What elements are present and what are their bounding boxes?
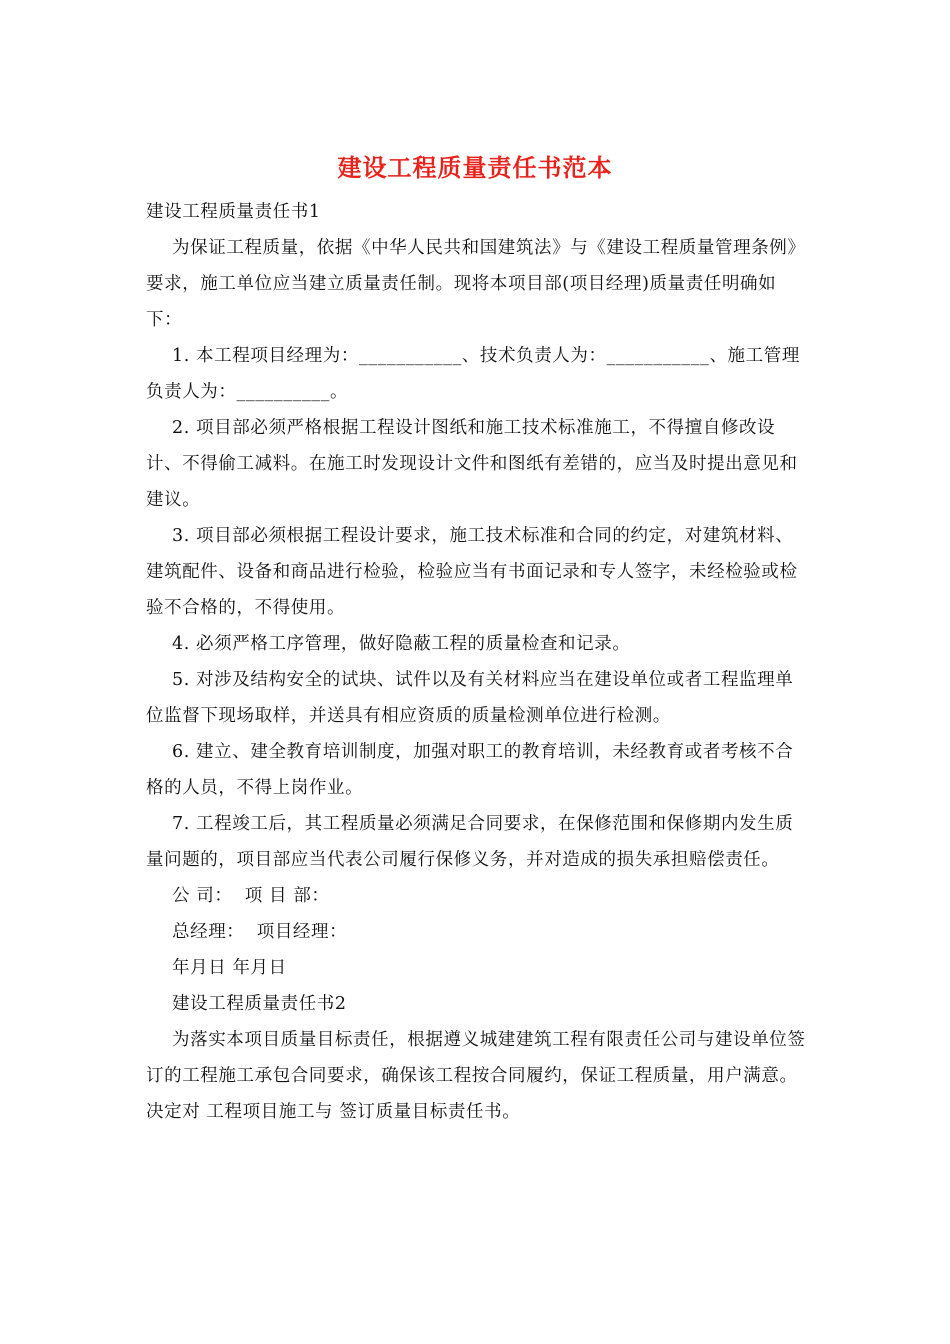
section-2-paragraph: 为落实本项目质量目标责任，根据遵义城建建筑工程有限责任公司与建设单位签订的工程施工承包合同要求，确保该工程按合同履约，保证工程质量，用户满意。决定对 工程项目施工与 签订质量目标责任书。: [146, 1030, 806, 1122]
clause-1: 1. 本工程项目经理为：___________、技术负责人为：___________、施工管理负责人为：__________。: [146, 346, 800, 402]
clause-5: 5. 对涉及结构安全的试块、试件以及有关材料应当在建设单位或者工程监理单位监督下现场取样，并送具有相应资质的质量检测单位进行检测。: [146, 670, 794, 726]
signature-manager-line: 总经理： 项目经理：: [172, 922, 348, 942]
signature-company-line: 公 司： 项 目 部：: [172, 886, 330, 906]
signature-date-line: 年月日 年月日: [172, 958, 287, 978]
document-body: [146, 194, 808, 1130]
clause-3: 3. 项目部必须根据工程设计要求，施工技术标准和合同的约定，对建筑材料、建筑配件、设备和商品进行检验，检验应当有书面记录和专人签字，未经检验或检验不合格的，不得使用。: [146, 526, 798, 618]
clause-7: 7. 工程竣工后，其工程质量必须满足合同要求，在保修范围和保修期内发生质量问题的，项目部应当代表公司履行保修义务，并对造成的损失承担赔偿责任。: [146, 814, 794, 870]
document-title: 建设工程质量责任书范本: [337, 153, 613, 182]
section-heading-1: 建设工程质量责任书1: [146, 202, 321, 222]
clause-2: 2. 项目部必须严格根据工程设计图纸和施工技术标准施工，不得擅自修改设计、不得偷工减料。在施工时发现设计文件和图纸有差错的，应当及时提出意见和建议。: [146, 418, 798, 510]
clause-6: 6. 建立、建全教育培训制度，加强对职工的教育培训，未经教育或者考核不合格的人员，不得上岗作业。: [146, 742, 794, 798]
clause-4: 4. 必须严格工序管理，做好隐蔽工程的质量检查和记录。: [172, 634, 631, 654]
intro-paragraph: 为保证工程质量，依据《中华人民共和国建筑法》与《建设工程质量管理条例》要求，施工单位应当建立质量责任制。现将本项目部(项目经理)质量责任明确如下：: [146, 238, 806, 330]
section-heading-2: 建设工程质量责任书2: [172, 994, 347, 1014]
